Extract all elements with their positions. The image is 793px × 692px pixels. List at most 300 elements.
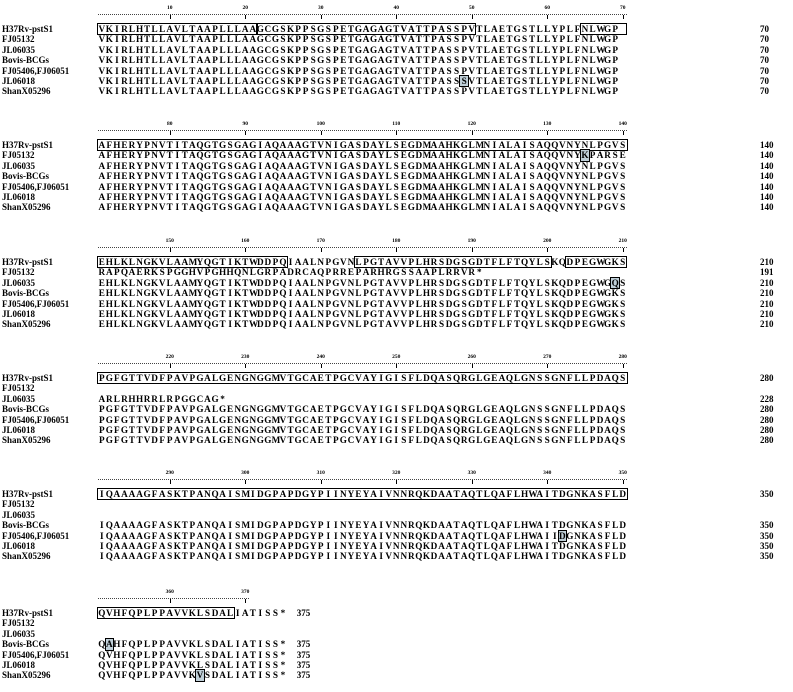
residue: D <box>445 277 453 288</box>
residue: P <box>325 309 332 319</box>
residue: Q <box>453 425 461 435</box>
residue: I <box>228 530 232 541</box>
residue: S <box>310 86 316 97</box>
residue: A <box>309 414 317 425</box>
residue: D <box>475 298 483 309</box>
residue: V <box>106 660 113 670</box>
residue: A <box>196 44 204 55</box>
residue: A <box>294 257 302 267</box>
residue: S <box>461 257 467 267</box>
residue: K <box>551 257 559 267</box>
residue: A <box>181 309 189 319</box>
strain-label: FJ05132 <box>2 34 35 45</box>
residue: V <box>385 489 392 499</box>
residue: G <box>604 192 612 202</box>
residue: C <box>347 373 355 383</box>
ruler-tick <box>245 131 246 135</box>
row-end-position: 140 <box>760 202 774 213</box>
residue: N <box>400 530 408 541</box>
residue: E <box>340 44 347 55</box>
residue: L <box>128 44 136 55</box>
residue: E <box>355 541 362 551</box>
residue: G <box>385 435 393 446</box>
residue: T <box>529 24 536 34</box>
residue: T <box>476 76 483 86</box>
residue: L <box>151 86 158 97</box>
residue: P <box>166 267 173 278</box>
residue: N <box>574 530 581 541</box>
residue: T <box>347 34 354 45</box>
residue: E <box>581 319 589 330</box>
residue: Y <box>574 140 581 150</box>
residue: P <box>287 551 294 562</box>
residue: I <box>545 551 549 562</box>
ruler-number: 230 <box>241 354 250 360</box>
residue: F <box>151 551 158 562</box>
residue: D <box>445 298 453 309</box>
residue: P <box>431 86 437 97</box>
residue: S <box>620 277 626 288</box>
residue: D <box>423 435 430 446</box>
residue: S <box>446 414 452 425</box>
ruler-number: 280 <box>618 354 627 360</box>
residue: P <box>597 202 603 213</box>
residue: I <box>334 541 338 551</box>
residue: G <box>354 24 363 34</box>
residue: S <box>522 34 528 45</box>
residue: G <box>604 171 612 182</box>
ruler-number: 340 <box>543 470 552 476</box>
residue: D <box>294 530 302 541</box>
residue: P <box>212 65 218 76</box>
residue: G <box>604 257 612 267</box>
residue: I <box>545 541 549 551</box>
residue: N <box>347 277 355 288</box>
residue: G <box>317 86 325 97</box>
residue: L <box>506 202 513 213</box>
residue: A <box>294 140 302 150</box>
residue: V <box>468 34 476 45</box>
row-end-position: 140 <box>760 171 774 182</box>
residue: L <box>196 639 203 650</box>
residue: A <box>204 373 211 383</box>
residue: P <box>574 298 581 309</box>
residue: A <box>491 44 498 55</box>
residue: P <box>136 649 143 660</box>
residue: A <box>189 160 196 171</box>
residue: V <box>158 202 166 213</box>
residue: Q <box>271 140 279 150</box>
residue: P <box>325 298 332 309</box>
residue: D <box>423 425 430 435</box>
residue: L <box>151 55 158 66</box>
residue: V <box>468 55 476 66</box>
residue: R <box>151 393 158 404</box>
residue: Y <box>309 530 317 541</box>
residue: A <box>438 425 445 435</box>
residue: A <box>385 319 392 330</box>
residue: I <box>228 541 232 551</box>
residue: T <box>181 171 188 182</box>
residue: E <box>491 414 498 425</box>
residue: I <box>394 425 398 435</box>
residue: V <box>400 44 408 55</box>
residue: * <box>280 660 286 670</box>
residue: V <box>279 414 287 425</box>
residue: A <box>438 86 445 97</box>
residue: S <box>446 44 452 55</box>
residue: Q <box>558 319 566 330</box>
strain-label: JL06018 <box>2 541 36 551</box>
residue: V <box>158 277 166 288</box>
residue: G <box>604 319 612 330</box>
residue: I <box>334 140 338 150</box>
residue: M <box>271 425 281 435</box>
residue: V <box>611 160 619 171</box>
residue: V <box>385 520 392 531</box>
residue: T <box>415 55 422 66</box>
residue: N <box>483 160 491 171</box>
residue: D <box>362 181 370 192</box>
residue: N <box>151 192 158 202</box>
residue: A <box>181 277 189 288</box>
residue: A <box>279 192 287 202</box>
residue: R <box>460 414 468 425</box>
ruler-number: 270 <box>543 354 552 360</box>
residue: L <box>181 24 188 34</box>
residue: V <box>392 288 400 299</box>
residue: P <box>114 267 120 278</box>
residue: R <box>128 202 136 213</box>
ruler-tick <box>245 599 246 603</box>
ruler-tick <box>245 364 246 368</box>
residue: A <box>370 160 377 171</box>
residue: G <box>264 489 272 499</box>
residue: A <box>204 404 211 415</box>
residue: I <box>522 160 527 171</box>
residue: G <box>339 181 347 192</box>
residue: N <box>151 140 158 150</box>
residue: A <box>204 435 211 446</box>
ruler-tick <box>547 480 548 484</box>
residue: M <box>241 520 251 531</box>
residue: F <box>506 319 513 330</box>
residue: G <box>317 44 325 55</box>
residue: H <box>422 309 430 319</box>
residue: A <box>98 393 106 404</box>
residue: T <box>529 65 536 76</box>
residue: V <box>355 435 362 446</box>
residue: D <box>257 288 264 299</box>
residue: D <box>566 298 574 309</box>
residue: G <box>218 140 227 150</box>
residue: Q <box>543 181 551 192</box>
residue: A <box>189 181 196 192</box>
residue: P <box>212 34 218 45</box>
residue: G <box>520 414 529 425</box>
residue: G <box>460 140 468 150</box>
residue: D <box>415 160 423 171</box>
residue: G <box>218 425 227 435</box>
residue: T <box>136 414 143 425</box>
residue: G <box>256 44 264 55</box>
residue: I <box>258 192 263 202</box>
residue: L <box>574 435 581 446</box>
residue: L <box>581 373 589 383</box>
residue: A <box>370 202 377 213</box>
residue: P <box>98 404 105 415</box>
residue: A <box>128 267 136 278</box>
residue: V <box>158 140 166 150</box>
residue: G <box>354 65 363 76</box>
residue: Y <box>377 150 385 161</box>
residue: E <box>355 551 362 562</box>
residue: L <box>227 34 234 45</box>
ruler-tick <box>170 480 171 484</box>
residue: V <box>98 44 106 55</box>
residue: E <box>227 435 234 446</box>
ruler-tick <box>321 131 322 135</box>
residue: C <box>302 404 309 415</box>
residue: M <box>475 150 485 161</box>
residue: L <box>113 288 120 299</box>
residue: P <box>166 414 173 425</box>
residue: P <box>408 257 415 267</box>
residue: S <box>204 660 211 670</box>
ruler-tick <box>170 364 171 368</box>
residue: K <box>188 608 196 618</box>
residue: Q <box>203 288 212 299</box>
residue: Q <box>551 181 559 192</box>
residue: W <box>249 288 259 299</box>
residue: V <box>559 171 566 182</box>
residue: T <box>310 192 317 202</box>
residue: A <box>370 530 377 541</box>
residue: T <box>423 86 430 97</box>
residue: A <box>287 160 294 171</box>
residue: G <box>369 55 378 66</box>
residue: G <box>369 65 378 76</box>
residue: T <box>211 160 219 171</box>
residue: Y <box>551 76 559 86</box>
strain-label: Bovis-BCGs <box>2 171 50 182</box>
residue: S <box>401 435 407 446</box>
residue: A <box>106 639 113 650</box>
residue: M <box>475 192 485 202</box>
residue: L <box>166 298 173 309</box>
residue: C <box>302 425 309 435</box>
residue: S <box>544 288 550 299</box>
residue: P <box>317 551 324 562</box>
ruler-tick <box>396 248 397 252</box>
residue: L <box>144 639 151 650</box>
residue: N <box>528 435 536 446</box>
residue: N <box>249 435 257 446</box>
residue: Q <box>203 309 212 319</box>
residue: H <box>105 298 113 309</box>
residue: L <box>536 309 543 319</box>
residue: P <box>212 76 218 86</box>
residue: C <box>302 435 309 446</box>
strain-label: Bovis-BCGs <box>2 288 50 299</box>
residue: I <box>334 489 338 499</box>
residue: A <box>430 202 438 213</box>
residue: G <box>271 86 279 97</box>
row-end-position: 70 <box>760 76 769 86</box>
residue: Q <box>196 160 204 171</box>
residue: R <box>453 267 460 278</box>
residue: S <box>620 140 626 150</box>
residue: Q <box>211 520 219 531</box>
residue: S <box>280 76 286 86</box>
residue: L <box>498 319 505 330</box>
residue: L <box>536 76 543 86</box>
residue: L <box>181 86 188 97</box>
residue: T <box>181 520 188 531</box>
residue: P <box>144 140 150 150</box>
residue: T <box>287 435 294 446</box>
residue: F <box>574 34 581 45</box>
residue: S <box>227 192 233 202</box>
residue: L <box>211 373 219 383</box>
residue: F <box>151 541 158 551</box>
position-ruler <box>98 363 627 368</box>
residue: P <box>363 298 369 309</box>
residue: A <box>423 267 430 278</box>
residue: S <box>446 435 452 446</box>
residue: C <box>264 34 272 45</box>
residue: Q <box>551 171 559 182</box>
residue: T <box>423 34 430 45</box>
residue: F <box>408 404 415 415</box>
residue: A <box>241 670 249 681</box>
residue: A <box>491 76 498 86</box>
residue: G <box>460 181 468 192</box>
residue: A <box>596 150 604 161</box>
residue: P <box>189 425 196 435</box>
residue: Q <box>196 202 204 213</box>
residue: A <box>377 24 385 34</box>
residue: A <box>498 373 506 383</box>
residue: C <box>264 76 272 86</box>
residue: Q <box>520 277 529 288</box>
residue: A <box>98 140 106 150</box>
residue: V <box>611 202 619 213</box>
residue: I <box>115 86 119 97</box>
residue: P <box>589 150 596 161</box>
residue: A <box>513 140 521 150</box>
ruler-tick <box>170 248 171 252</box>
ruler-number: 220 <box>165 354 174 360</box>
residue: Q <box>453 414 461 425</box>
residue: A <box>408 34 415 45</box>
residue: D <box>151 404 158 415</box>
ruler-tick <box>170 599 171 603</box>
residue: K <box>105 65 113 76</box>
residue: A <box>121 551 128 562</box>
residue: P <box>212 24 218 34</box>
residue: D <box>475 319 483 330</box>
residue: R <box>408 530 415 541</box>
residue: V <box>143 435 151 446</box>
residue: F <box>159 414 165 425</box>
residue: A <box>294 171 302 182</box>
residue: L <box>211 404 219 415</box>
residue: Q <box>98 608 106 618</box>
residue: S <box>204 649 211 660</box>
residue: G <box>271 34 279 45</box>
ruler-tick <box>623 15 624 19</box>
residue: L <box>181 55 188 66</box>
residue: D <box>362 140 370 150</box>
residue: A <box>279 160 287 171</box>
residue: Q <box>490 520 498 531</box>
residue: N <box>574 551 581 562</box>
residue: H <box>520 489 529 499</box>
residue: A <box>370 520 377 531</box>
strain-label: JL06035 <box>2 277 36 288</box>
residue: S <box>438 309 445 319</box>
residue: Q <box>543 171 551 182</box>
residue: A <box>513 150 521 161</box>
residue: V <box>559 160 566 171</box>
residue: A <box>589 520 596 531</box>
residue: A <box>362 435 370 446</box>
residue: S <box>620 288 626 299</box>
residue: N <box>483 150 491 161</box>
residue: R <box>128 192 136 202</box>
residue: P <box>272 309 279 319</box>
residue: N <box>136 288 143 299</box>
residue: L <box>355 288 362 299</box>
residue: A <box>377 34 385 45</box>
residue: K <box>234 319 242 330</box>
residue: L <box>566 24 573 34</box>
residue: S <box>454 86 460 97</box>
residue: T <box>393 55 400 66</box>
residue: R <box>468 267 476 278</box>
residue: S <box>446 404 452 415</box>
residue: K <box>173 541 181 551</box>
residue: K <box>422 541 430 551</box>
residue: A <box>438 520 445 531</box>
ruler-tick <box>245 480 246 484</box>
residue: G <box>339 192 347 202</box>
residue: T <box>513 319 521 330</box>
residue: G <box>196 435 204 446</box>
residue: D <box>566 309 574 319</box>
residue: G <box>196 414 204 425</box>
residue: P <box>189 373 196 383</box>
residue: L <box>589 55 596 66</box>
residue: V <box>181 414 189 425</box>
residue: N <box>400 551 408 562</box>
residue: G <box>468 319 476 330</box>
residue: N <box>151 202 158 213</box>
residue: F <box>114 435 120 446</box>
residue: G <box>241 435 249 446</box>
residue: P <box>317 489 324 499</box>
residue: L <box>128 55 136 66</box>
residue: A <box>498 192 506 202</box>
residue: I <box>379 404 383 415</box>
residue: G <box>354 34 363 45</box>
residue: V <box>400 65 408 76</box>
strain-label: JL06035 <box>2 393 36 404</box>
residue: A <box>362 86 370 97</box>
residue: L <box>159 76 166 86</box>
residue: P <box>461 24 467 34</box>
